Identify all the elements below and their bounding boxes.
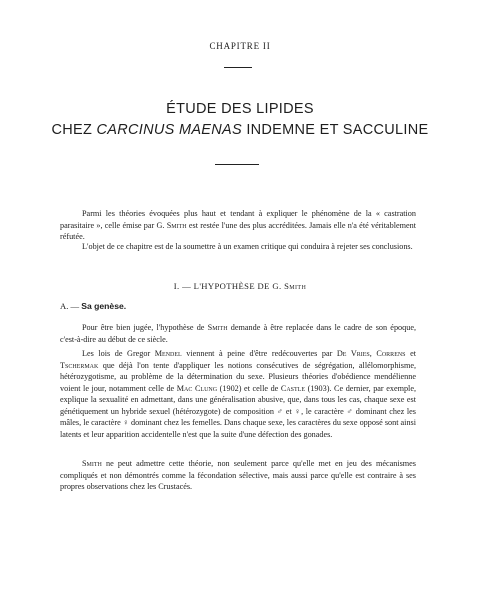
author-name: G. Smith — [156, 220, 187, 230]
text-run: ne peut admettre cette théorie, non seulement parce qu'elle met en jeu des mécanismes compliqués et non démontrés comme la fécondation sélective, mais aussi parce qu'elle est contraire à ses propres observations chez les Crustacés. — [60, 459, 416, 491]
title-species: CARCINUS MAENAS — [96, 122, 242, 138]
author-name: Smith — [207, 323, 228, 332]
subsection-title: Sa genèse. — [81, 301, 127, 311]
body-paragraph-3 — [60, 458, 416, 493]
body-paragraph-1 — [60, 322, 416, 345]
author-name: Castle — [280, 383, 306, 393]
chapter-title-line-1: ÉTUDE DES LIPIDES — [166, 101, 314, 117]
text-run: (1903). Ce dernier, par exemple, explique la sexualité en admettant, dans une généralisation abusive, que, dans tous les cas, chaque sexe est génétiquement un hybride sexuel (hétérozygote) de composition ♂ et ♀, le caractère ♂ dominant chez les mâles, le caractère ♀ dominant chez les femelles. Dans chaque sexe, les caractères du sexe opposé sont ainsi latents et leur apparition accidentelle n'est que la suite d'une défection des gonades. — [60, 383, 416, 439]
intro-paragraph-1 — [60, 208, 416, 243]
text-run: que déjà l'on tente d'appliquer les notions consécutives de ségrégation, allélomorphisme, hétérozygotisme, au problème de la détermination du sexe. Plusieurs théories d'obédience mendélienne voient le jour, notamment celle de — [60, 360, 416, 393]
author-name: G. Smith — [272, 281, 307, 291]
author-name: Mac Clung — [176, 383, 218, 393]
text-run: Parmi les théories évoquées plus haut et tendant à expliquer le phénomène de la « castration parasitaire », celle émise par — [60, 209, 416, 230]
author-name: Correns — [376, 349, 406, 358]
subsection-letter: A. — — [60, 301, 82, 311]
author-name: De Vries — [336, 349, 370, 358]
body-paragraph-2 — [60, 348, 416, 440]
intro-paragraph-2: L'objet de ce chapitre est de la soumettre à un examen critique qui conduira à rejeter ses conclusions. — [82, 242, 413, 251]
text-run: Pour être bien jugée, l'hypothèse de — [82, 323, 208, 332]
text-run: demande à être replacée dans le cadre de son époque, c'est-à-dire au début de ce siècle. — [60, 323, 416, 344]
chapter-title-line-2 — [0, 122, 480, 138]
text-run: (1902) et celle de — [217, 383, 281, 393]
title-prefix: CHEZ — [51, 122, 97, 138]
title-divider — [215, 164, 259, 165]
text-run: Les lois de Gregor — [82, 349, 155, 358]
subsection-heading — [60, 301, 126, 311]
author-name: Smith — [82, 459, 102, 468]
chapter-label: CHAPITRE II — [209, 41, 271, 51]
author-name: Mendel — [154, 349, 182, 358]
text-run: viennent à peine d'être redécouvertes par — [181, 349, 337, 358]
chapter-divider — [224, 67, 252, 68]
text-run: , — [369, 349, 377, 358]
text-run: est restée l'une des plus accréditées. Jamais elle n'a été véritablement réfutée. — [60, 220, 416, 241]
author-name: Tschermak — [60, 360, 99, 370]
section-heading-text: I. — L'HYPOTHÈSE DE — [173, 281, 273, 291]
text-run: et — [405, 349, 416, 358]
section-heading — [0, 281, 480, 291]
title-suffix: INDEMNE ET SACCULINE — [241, 122, 429, 138]
